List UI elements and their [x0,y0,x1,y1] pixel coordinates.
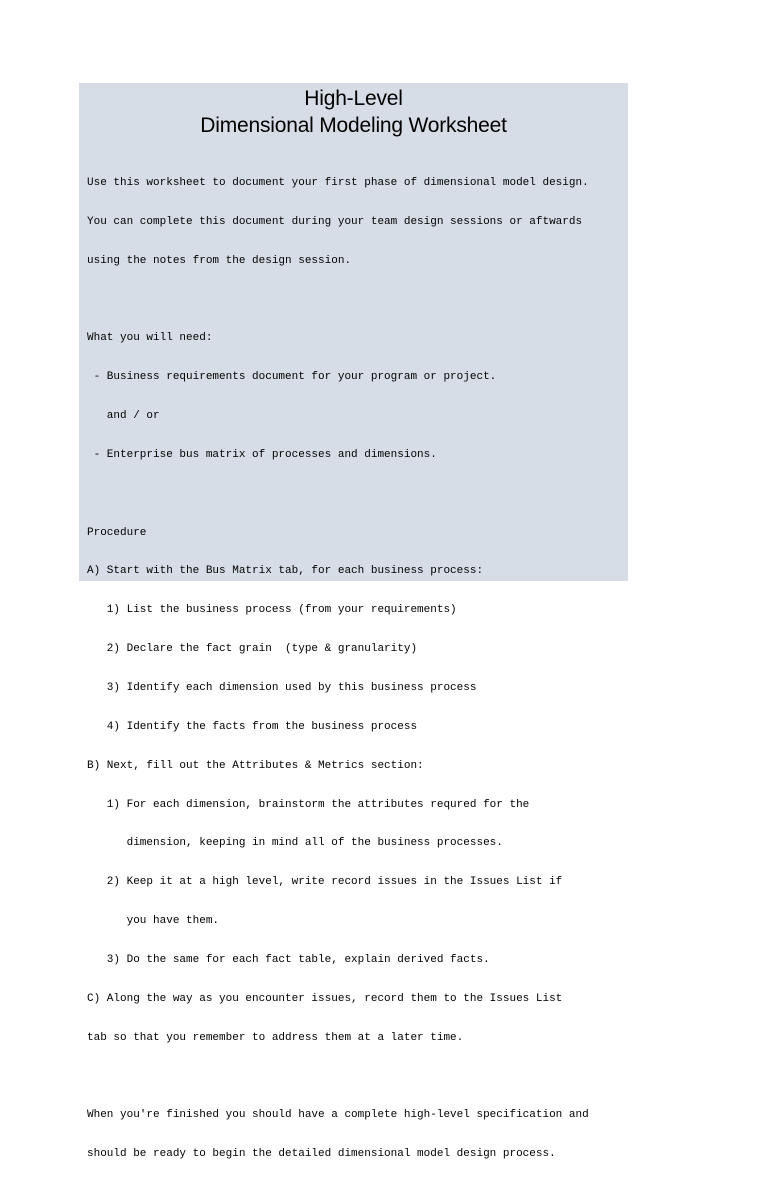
text-line: you have them. [87,915,220,928]
text-line: What you will need: [87,332,213,345]
text-line: - Enterprise bus matrix of processes and dimensions. [87,448,437,461]
text-line: 1) List the business process (from your requirements) [87,604,457,617]
text-line: 2) Keep it at a high level, write record issues in the Issues List if [87,876,563,889]
text-line: B) Next, fill out the Attributes & Metrics section: [87,759,424,772]
blank-line [87,1071,589,1084]
text-line: 3) Do the same for each fact table, explain derived facts. [87,954,490,967]
text-line: C) Along the way as you encounter issues, record them to the Issues List [87,992,563,1005]
title-line-1: High-Level [304,87,403,110]
text-line: Procedure [87,526,147,539]
text-line: A) Start with the Bus Matrix tab, for each business process: [87,565,484,578]
text-line: You can complete this document during your team design sessions or aftwards [87,215,583,228]
text-line: 2) Declare the fact grain (type & granularity) [87,643,418,656]
text-line: should be ready to begin the detailed dimensional model design process. [87,1148,556,1161]
text-line: and / or [87,410,160,423]
text-line: dimension, keeping in mind all of the business processes. [87,837,503,850]
text-line: When you're finished you should have a complete high-level specification and [87,1109,589,1122]
text-line: 3) Identify each dimension used by this business process [87,682,477,695]
text-line: tab so that you remember to address them at a later time. [87,1031,464,1044]
worksheet-title [79,83,628,139]
worksheet-panel [79,83,628,1161]
instructions-text [87,151,589,1187]
text-line: Use this worksheet to document your first phase of dimensional model design. [87,176,589,189]
blank-line [87,488,589,501]
title-line-2: Dimensional Modeling Worksheet [200,114,507,137]
text-line: 4) Identify the facts from the business process [87,720,418,733]
blank-line [87,293,589,306]
text-line: - Business requirements document for your program or project. [87,371,497,384]
text-line: using the notes from the design session. [87,254,352,267]
text-line: 1) For each dimension, brainstorm the attributes requred for the [87,798,530,811]
